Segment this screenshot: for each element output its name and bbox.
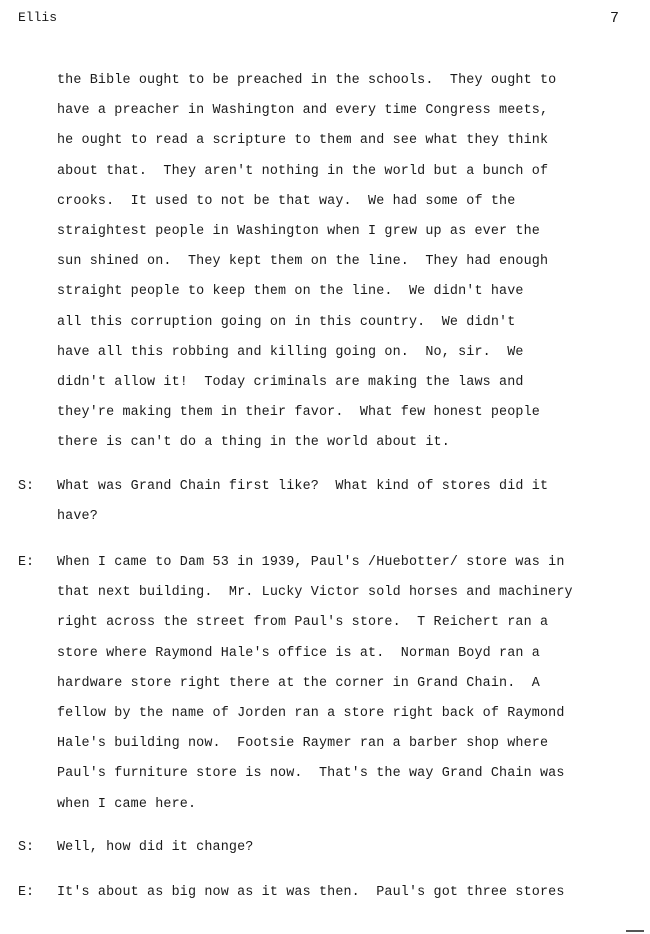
speaker-label: S: <box>18 479 35 494</box>
transcript-line: fellow by the name of Jorden ran a store right back of Raymond <box>57 706 565 721</box>
transcript-line: that next building. Mr. Lucky Victor sold horses and machinery <box>57 585 573 601</box>
transcript-line: there is can't do a thing in the world about it. <box>57 435 450 451</box>
transcript-line: Hale's building now. Footsie Raymer ran a barber shop where <box>57 736 549 752</box>
page-number: 7 <box>610 10 620 27</box>
transcript-line: have a preacher in Washington and every time Congress meets, <box>57 103 549 119</box>
transcript-line: Well, how did it change? <box>57 840 254 855</box>
header-interviewee-name: Ellis <box>18 10 58 25</box>
transcript-line: sun shined on. They kept them on the line. They had enough <box>57 254 549 270</box>
transcript-line: right across the street from Paul's store. T Reichert ran a <box>57 615 549 631</box>
speaker-label: E: <box>18 885 35 900</box>
transcript-line: hardware store right there at the corner in Grand Chain. A <box>57 675 540 691</box>
transcript-line: the Bible ought to be preached in the schools. They ought to <box>57 73 557 88</box>
transcript-line: they're making them in their favor. What few honest people <box>57 405 540 421</box>
speaker-label: S: <box>18 840 35 855</box>
transcript-line: didn't allow it! Today criminals are making the laws and <box>57 375 524 390</box>
transcript-line: crooks. It used to not be that way. We had some of the <box>57 193 516 209</box>
transcript-line: When I came to Dam 53 in 1939, Paul's /Huebotter/ store was in <box>57 555 565 570</box>
transcript-line: all this corruption going on in this country. We didn't <box>57 314 516 330</box>
transcript-line: about that. They aren't nothing in the world but a bunch of <box>57 163 549 179</box>
transcript-line: straightest people in Washington when I grew up as ever the <box>57 224 540 239</box>
transcript-line: store where Raymond Hale's office is at. Norman Boyd ran a <box>57 645 540 661</box>
transcript-line: straight people to keep them on the line. We didn't have <box>57 284 524 300</box>
transcript-line: when I came here. <box>57 796 197 812</box>
transcript-line: It's about as big now as it was then. Paul's got three stores <box>57 885 565 900</box>
transcript-line: What was Grand Chain first like? What kind of stores did it <box>57 479 549 494</box>
transcript-line: Paul's furniture store is now. That's the way Grand Chain was <box>57 766 565 782</box>
transcript-line: he ought to read a scripture to them and see what they think <box>57 133 549 149</box>
transcript-line: have all this robbing and killing going on. No, sir. We <box>57 344 524 360</box>
speaker-label: E: <box>18 555 35 570</box>
corner-mark <box>626 930 644 932</box>
transcript-line: have? <box>57 509 98 525</box>
